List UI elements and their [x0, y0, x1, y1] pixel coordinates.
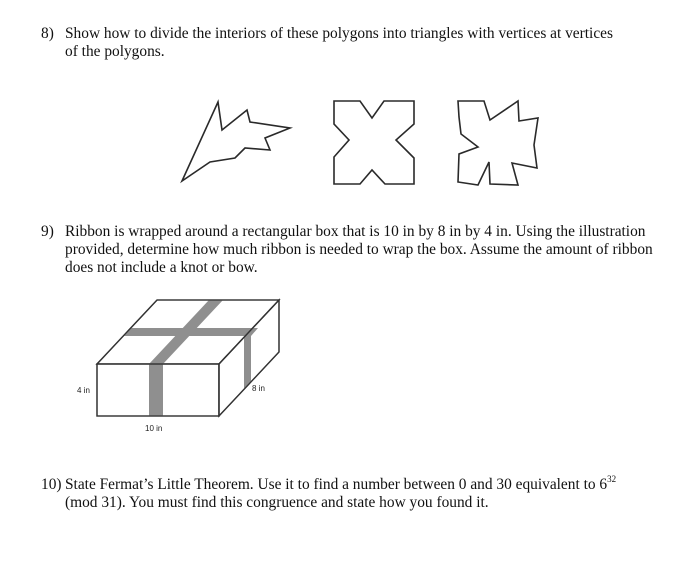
question-9-text-line-1: Ribbon is wrapped around a rectangular box that is 10 in by 8 in by 4 in. Using the illustration — [65, 223, 646, 240]
question-9-number: 9) — [41, 223, 54, 240]
question-10-text-line-2: (mod 31). You must find this congruence and state how you found it. — [65, 494, 489, 511]
question-8-text-line-2: of the polygons. — [65, 43, 165, 60]
question-10-number: 10) — [41, 476, 62, 493]
ribbon-box-illustration — [77, 300, 279, 433]
height-label: 4 in — [77, 386, 90, 395]
length-label: 10 in — [145, 424, 163, 433]
ribbon-side-band — [244, 329, 251, 389]
question-8-number: 8) — [41, 25, 54, 42]
question-9-text-line-2: provided, determine how much ribbon is needed to wrap the box. Assume the amount of ribbon — [65, 241, 653, 258]
maltese-cross-polygon — [458, 101, 538, 185]
notched-square-polygon — [334, 101, 414, 184]
question-8-text-line-1: Show how to divide the interiors of these polygons into triangles with vertices at vertices — [65, 25, 613, 42]
question-10-exponent: 32 — [607, 474, 617, 484]
question-10-text: State Fermat’s Little Theorem. Use it to find a number between 0 and 30 equivalent to 6 — [65, 476, 608, 493]
zigzag-polygon — [182, 102, 290, 181]
ribbon-top-band-2 — [123, 328, 258, 336]
width-label: 8 in — [252, 384, 265, 393]
question-9-text-line-3: does not include a knot or bow. — [65, 259, 258, 276]
ribbon-front-band — [149, 364, 163, 416]
